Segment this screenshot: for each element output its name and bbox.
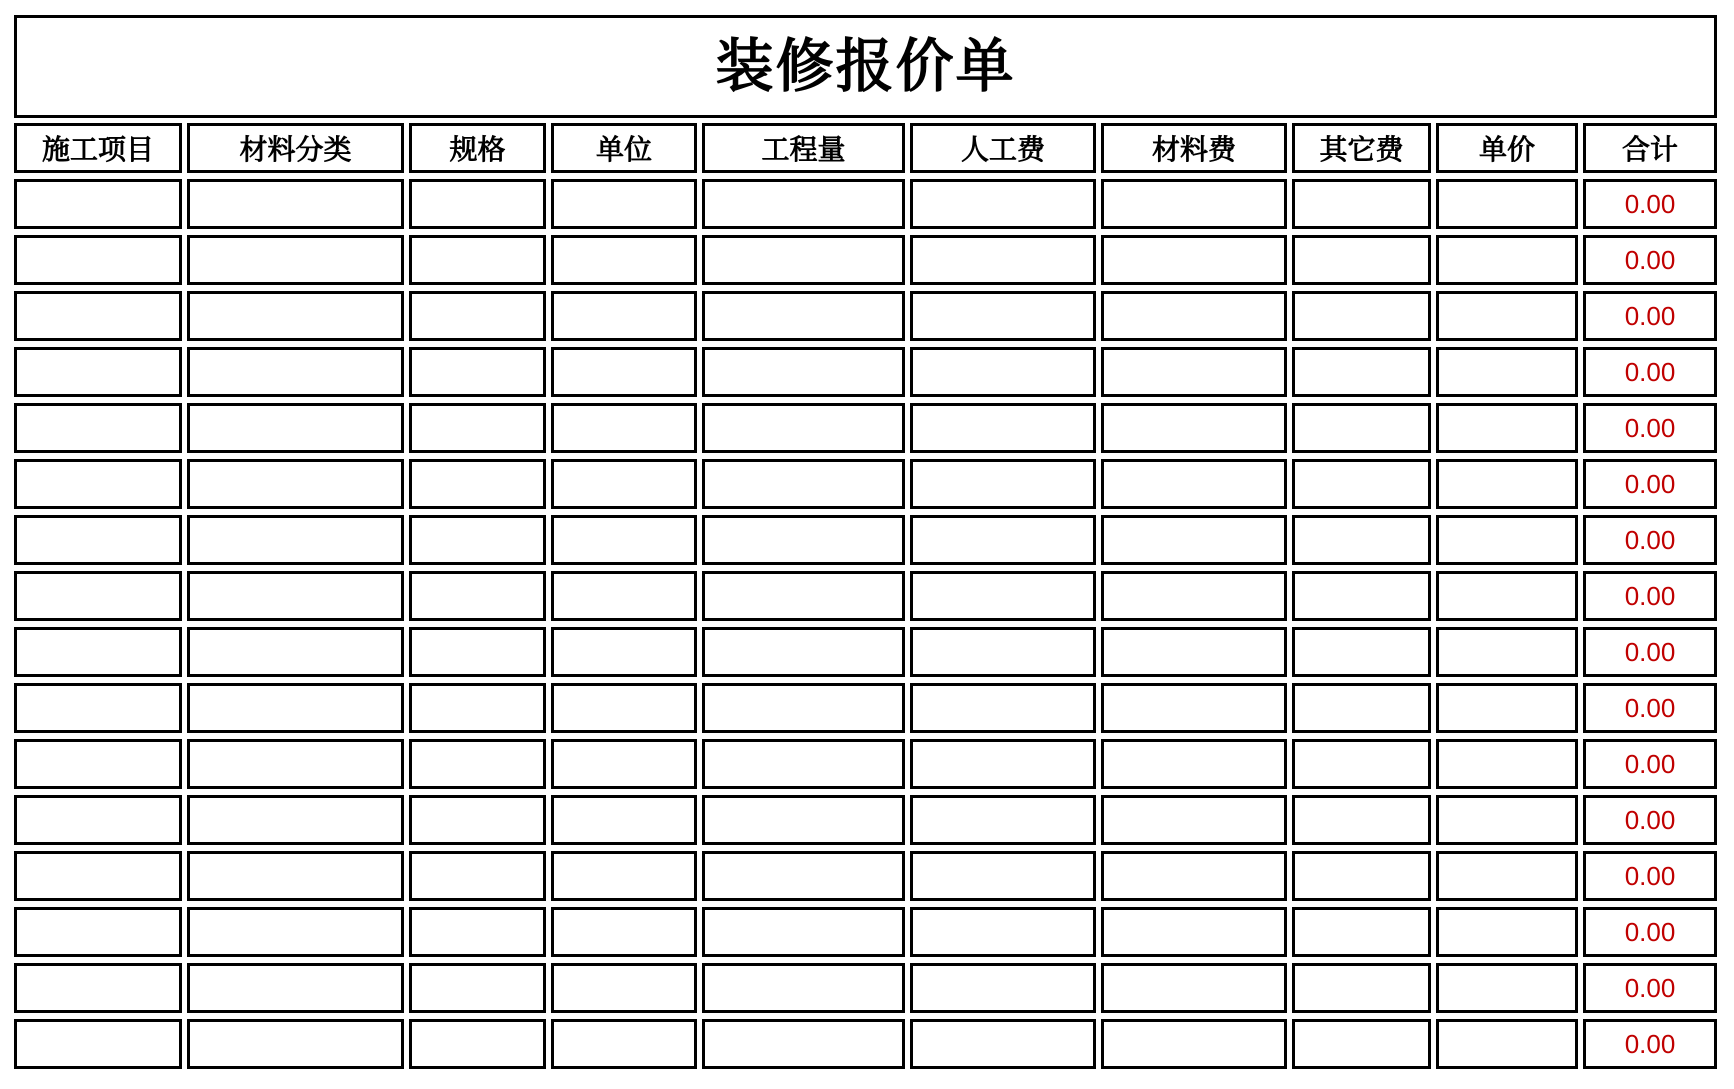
row-11-cell-construction-item[interactable] bbox=[14, 739, 182, 789]
row-10-cell-construction-item[interactable] bbox=[14, 683, 182, 733]
row-12-cell-unit[interactable] bbox=[551, 795, 697, 845]
row-11-cell-specification[interactable] bbox=[409, 739, 546, 789]
row-13-cell-unit[interactable] bbox=[551, 851, 697, 901]
row-15-cell-construction-item[interactable] bbox=[14, 963, 182, 1013]
row-7-cell-unit[interactable] bbox=[551, 515, 697, 565]
row-10-cell-total[interactable]: 0.00 bbox=[1583, 683, 1717, 733]
row-9-cell-specification[interactable] bbox=[409, 627, 546, 677]
row-6-cell-other-cost[interactable] bbox=[1292, 459, 1431, 509]
row-14-cell-total[interactable]: 0.00 bbox=[1583, 907, 1717, 957]
row-16-cell-material-cost[interactable] bbox=[1101, 1019, 1287, 1069]
row-15-cell-labor-cost[interactable] bbox=[910, 963, 1096, 1013]
row-13-cell-specification[interactable] bbox=[409, 851, 546, 901]
row-8-cell-specification[interactable] bbox=[409, 571, 546, 621]
row-13-cell-total[interactable]: 0.00 bbox=[1583, 851, 1717, 901]
row-13-cell-construction-item[interactable] bbox=[14, 851, 182, 901]
row-1-cell-unit-price[interactable] bbox=[1436, 179, 1578, 229]
column-header-total: 合计 bbox=[1583, 123, 1717, 173]
row-3-cell-material-category[interactable] bbox=[187, 291, 404, 341]
row-2-cell-material-category[interactable] bbox=[187, 235, 404, 285]
row-8-cell-labor-cost[interactable] bbox=[910, 571, 1096, 621]
column-header-construction-item: 施工项目 bbox=[14, 123, 182, 173]
row-11-cell-unit[interactable] bbox=[551, 739, 697, 789]
row-7-cell-labor-cost[interactable] bbox=[910, 515, 1096, 565]
column-header-unit-price: 单价 bbox=[1436, 123, 1578, 173]
row-1-cell-work-quantity[interactable] bbox=[702, 179, 905, 229]
row-12-cell-total[interactable]: 0.00 bbox=[1583, 795, 1717, 845]
row-1-cell-labor-cost[interactable] bbox=[910, 179, 1096, 229]
row-4-cell-material-cost[interactable] bbox=[1101, 347, 1287, 397]
row-5-cell-unit-price[interactable] bbox=[1436, 403, 1578, 453]
row-13-cell-material-category[interactable] bbox=[187, 851, 404, 901]
row-11-cell-total[interactable]: 0.00 bbox=[1583, 739, 1717, 789]
row-9-cell-labor-cost[interactable] bbox=[910, 627, 1096, 677]
row-1-cell-construction-item[interactable] bbox=[14, 179, 182, 229]
row-7-cell-total[interactable]: 0.00 bbox=[1583, 515, 1717, 565]
row-1-cell-material-cost[interactable] bbox=[1101, 179, 1287, 229]
row-12-cell-work-quantity[interactable] bbox=[702, 795, 905, 845]
row-10-cell-work-quantity[interactable] bbox=[702, 683, 905, 733]
column-header-material-category: 材料分类 bbox=[187, 123, 404, 173]
row-7-cell-specification[interactable] bbox=[409, 515, 546, 565]
row-1-cell-specification[interactable] bbox=[409, 179, 546, 229]
row-15-cell-work-quantity[interactable] bbox=[702, 963, 905, 1013]
row-6-cell-unit-price[interactable] bbox=[1436, 459, 1578, 509]
row-1-cell-unit[interactable] bbox=[551, 179, 697, 229]
row-3-cell-other-cost[interactable] bbox=[1292, 291, 1431, 341]
row-5-cell-work-quantity[interactable] bbox=[702, 403, 905, 453]
row-9-cell-construction-item[interactable] bbox=[14, 627, 182, 677]
row-2-cell-total[interactable]: 0.00 bbox=[1583, 235, 1717, 285]
page-title: 装修报价单 bbox=[715, 33, 1016, 99]
row-3-cell-labor-cost[interactable] bbox=[910, 291, 1096, 341]
row-8-cell-unit-price[interactable] bbox=[1436, 571, 1578, 621]
row-14-cell-material-cost[interactable] bbox=[1101, 907, 1287, 957]
row-16-cell-construction-item[interactable] bbox=[14, 1019, 182, 1069]
row-5-cell-total[interactable]: 0.00 bbox=[1583, 403, 1717, 453]
row-16-cell-specification[interactable] bbox=[409, 1019, 546, 1069]
row-8-cell-unit[interactable] bbox=[551, 571, 697, 621]
row-1-cell-total[interactable]: 0.00 bbox=[1583, 179, 1717, 229]
row-1-cell-other-cost[interactable] bbox=[1292, 179, 1431, 229]
row-10-cell-other-cost[interactable] bbox=[1292, 683, 1431, 733]
row-2-cell-unit[interactable] bbox=[551, 235, 697, 285]
row-16-cell-material-category[interactable] bbox=[187, 1019, 404, 1069]
row-12-cell-construction-item[interactable] bbox=[14, 795, 182, 845]
row-2-cell-material-cost[interactable] bbox=[1101, 235, 1287, 285]
row-10-cell-labor-cost[interactable] bbox=[910, 683, 1096, 733]
row-11-cell-work-quantity[interactable] bbox=[702, 739, 905, 789]
row-3-cell-total[interactable]: 0.00 bbox=[1583, 291, 1717, 341]
row-3-cell-unit-price[interactable] bbox=[1436, 291, 1578, 341]
row-7-cell-other-cost[interactable] bbox=[1292, 515, 1431, 565]
column-header-labor-cost: 人工费 bbox=[910, 123, 1096, 173]
row-14-cell-unit-price[interactable] bbox=[1436, 907, 1578, 957]
row-10-cell-unit-price[interactable] bbox=[1436, 683, 1578, 733]
row-13-cell-material-cost[interactable] bbox=[1101, 851, 1287, 901]
row-2-cell-labor-cost[interactable] bbox=[910, 235, 1096, 285]
column-header-specification: 规格 bbox=[409, 123, 546, 173]
row-7-cell-material-cost[interactable] bbox=[1101, 515, 1287, 565]
column-header-material-cost: 材料费 bbox=[1101, 123, 1287, 173]
row-16-cell-other-cost[interactable] bbox=[1292, 1019, 1431, 1069]
row-4-cell-work-quantity[interactable] bbox=[702, 347, 905, 397]
row-5-cell-material-category[interactable] bbox=[187, 403, 404, 453]
row-5-cell-other-cost[interactable] bbox=[1292, 403, 1431, 453]
row-4-cell-specification[interactable] bbox=[409, 347, 546, 397]
row-14-cell-work-quantity[interactable] bbox=[702, 907, 905, 957]
row-15-cell-material-cost[interactable] bbox=[1101, 963, 1287, 1013]
row-5-cell-specification[interactable] bbox=[409, 403, 546, 453]
row-13-cell-labor-cost[interactable] bbox=[910, 851, 1096, 901]
row-15-cell-other-cost[interactable] bbox=[1292, 963, 1431, 1013]
row-6-cell-material-cost[interactable] bbox=[1101, 459, 1287, 509]
title-box bbox=[14, 15, 1717, 118]
row-3-cell-work-quantity[interactable] bbox=[702, 291, 905, 341]
row-4-cell-unit-price[interactable] bbox=[1436, 347, 1578, 397]
row-3-cell-material-cost[interactable] bbox=[1101, 291, 1287, 341]
row-8-cell-total[interactable]: 0.00 bbox=[1583, 571, 1717, 621]
row-4-cell-labor-cost[interactable] bbox=[910, 347, 1096, 397]
row-14-cell-labor-cost[interactable] bbox=[910, 907, 1096, 957]
row-4-cell-total[interactable]: 0.00 bbox=[1583, 347, 1717, 397]
row-12-cell-labor-cost[interactable] bbox=[910, 795, 1096, 845]
row-2-cell-unit-price[interactable] bbox=[1436, 235, 1578, 285]
row-10-cell-specification[interactable] bbox=[409, 683, 546, 733]
row-2-cell-work-quantity[interactable] bbox=[702, 235, 905, 285]
row-3-cell-unit[interactable] bbox=[551, 291, 697, 341]
row-15-cell-unit[interactable] bbox=[551, 963, 697, 1013]
row-16-cell-total[interactable]: 0.00 bbox=[1583, 1019, 1717, 1069]
row-11-cell-labor-cost[interactable] bbox=[910, 739, 1096, 789]
row-5-cell-material-cost[interactable] bbox=[1101, 403, 1287, 453]
row-4-cell-material-category[interactable] bbox=[187, 347, 404, 397]
row-6-cell-labor-cost[interactable] bbox=[910, 459, 1096, 509]
row-7-cell-construction-item[interactable] bbox=[14, 515, 182, 565]
row-11-cell-unit-price[interactable] bbox=[1436, 739, 1578, 789]
row-6-cell-material-category[interactable] bbox=[187, 459, 404, 509]
row-5-cell-unit[interactable] bbox=[551, 403, 697, 453]
row-7-cell-material-category[interactable] bbox=[187, 515, 404, 565]
row-8-cell-material-category[interactable] bbox=[187, 571, 404, 621]
row-9-cell-material-cost[interactable] bbox=[1101, 627, 1287, 677]
row-2-cell-construction-item[interactable] bbox=[14, 235, 182, 285]
row-10-cell-unit[interactable] bbox=[551, 683, 697, 733]
row-4-cell-unit[interactable] bbox=[551, 347, 697, 397]
row-3-cell-construction-item[interactable] bbox=[14, 291, 182, 341]
row-13-cell-work-quantity[interactable] bbox=[702, 851, 905, 901]
row-14-cell-construction-item[interactable] bbox=[14, 907, 182, 957]
row-11-cell-material-cost[interactable] bbox=[1101, 739, 1287, 789]
row-9-cell-work-quantity[interactable] bbox=[702, 627, 905, 677]
row-2-cell-specification[interactable] bbox=[409, 235, 546, 285]
row-6-cell-work-quantity[interactable] bbox=[702, 459, 905, 509]
column-header-other-cost: 其它费 bbox=[1292, 123, 1431, 173]
row-10-cell-material-category[interactable] bbox=[187, 683, 404, 733]
row-6-cell-total[interactable]: 0.00 bbox=[1583, 459, 1717, 509]
row-16-cell-work-quantity[interactable] bbox=[702, 1019, 905, 1069]
row-10-cell-material-cost[interactable] bbox=[1101, 683, 1287, 733]
row-16-cell-unit[interactable] bbox=[551, 1019, 697, 1069]
row-16-cell-unit-price[interactable] bbox=[1436, 1019, 1578, 1069]
row-12-cell-material-category[interactable] bbox=[187, 795, 404, 845]
row-14-cell-other-cost[interactable] bbox=[1292, 907, 1431, 957]
row-14-cell-specification[interactable] bbox=[409, 907, 546, 957]
row-9-cell-material-category[interactable] bbox=[187, 627, 404, 677]
row-14-cell-unit[interactable] bbox=[551, 907, 697, 957]
row-8-cell-work-quantity[interactable] bbox=[702, 571, 905, 621]
quotation-document bbox=[14, 15, 1717, 1069]
row-4-cell-construction-item[interactable] bbox=[14, 347, 182, 397]
row-8-cell-material-cost[interactable] bbox=[1101, 571, 1287, 621]
row-13-cell-unit-price[interactable] bbox=[1436, 851, 1578, 901]
row-5-cell-labor-cost[interactable] bbox=[910, 403, 1096, 453]
row-7-cell-unit-price[interactable] bbox=[1436, 515, 1578, 565]
row-6-cell-unit[interactable] bbox=[551, 459, 697, 509]
quotation-table bbox=[14, 123, 1717, 1069]
row-15-cell-total[interactable]: 0.00 bbox=[1583, 963, 1717, 1013]
row-1-cell-material-category[interactable] bbox=[187, 179, 404, 229]
row-12-cell-other-cost[interactable] bbox=[1292, 795, 1431, 845]
row-9-cell-total[interactable]: 0.00 bbox=[1583, 627, 1717, 677]
column-header-work-quantity: 工程量 bbox=[702, 123, 905, 173]
row-11-cell-other-cost[interactable] bbox=[1292, 739, 1431, 789]
row-9-cell-unit[interactable] bbox=[551, 627, 697, 677]
row-6-cell-specification[interactable] bbox=[409, 459, 546, 509]
row-5-cell-construction-item[interactable] bbox=[14, 403, 182, 453]
row-15-cell-specification[interactable] bbox=[409, 963, 546, 1013]
row-12-cell-material-cost[interactable] bbox=[1101, 795, 1287, 845]
row-6-cell-construction-item[interactable] bbox=[14, 459, 182, 509]
row-3-cell-specification[interactable] bbox=[409, 291, 546, 341]
column-header-unit: 单位 bbox=[551, 123, 697, 173]
row-7-cell-work-quantity[interactable] bbox=[702, 515, 905, 565]
row-2-cell-other-cost[interactable] bbox=[1292, 235, 1431, 285]
row-15-cell-unit-price[interactable] bbox=[1436, 963, 1578, 1013]
row-11-cell-material-category[interactable] bbox=[187, 739, 404, 789]
row-8-cell-other-cost[interactable] bbox=[1292, 571, 1431, 621]
row-8-cell-construction-item[interactable] bbox=[14, 571, 182, 621]
row-4-cell-other-cost[interactable] bbox=[1292, 347, 1431, 397]
row-13-cell-other-cost[interactable] bbox=[1292, 851, 1431, 901]
row-9-cell-unit-price[interactable] bbox=[1436, 627, 1578, 677]
row-12-cell-unit-price[interactable] bbox=[1436, 795, 1578, 845]
row-15-cell-material-category[interactable] bbox=[187, 963, 404, 1013]
row-16-cell-labor-cost[interactable] bbox=[910, 1019, 1096, 1069]
row-14-cell-material-category[interactable] bbox=[187, 907, 404, 957]
row-9-cell-other-cost[interactable] bbox=[1292, 627, 1431, 677]
row-12-cell-specification[interactable] bbox=[409, 795, 546, 845]
